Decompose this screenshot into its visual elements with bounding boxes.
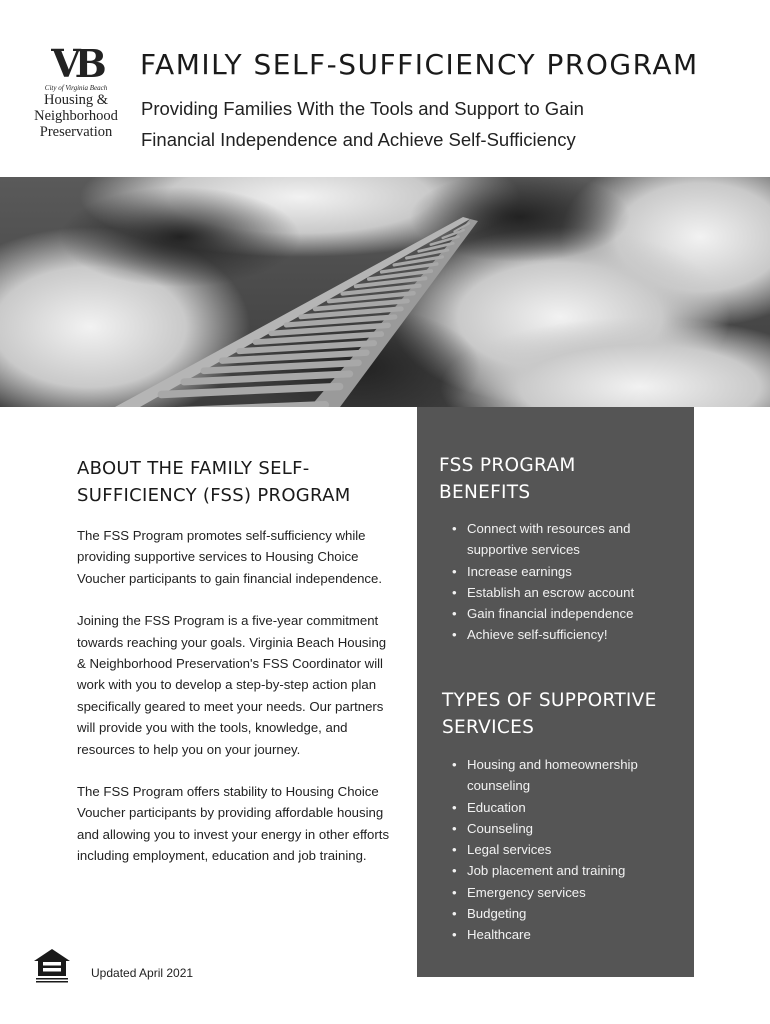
list-item — [452, 924, 687, 945]
benefits-heading-line-2: BENEFITS — [439, 482, 531, 503]
list-item — [452, 624, 687, 645]
bullet-icon: • — [452, 757, 457, 772]
services-heading — [442, 687, 682, 741]
list-item-text: Gain financial independence — [467, 606, 634, 622]
list-item-text: Healthcare — [467, 927, 531, 943]
sidebar-panel — [417, 407, 694, 977]
benefits-heading-line-1: FSS PROGRAM — [439, 455, 576, 476]
about-section — [77, 455, 392, 888]
bullet-icon: • — [452, 606, 457, 622]
list-item — [452, 582, 687, 603]
bullet-icon: • — [452, 627, 457, 643]
bullet-icon: • — [452, 584, 457, 600]
about-heading-line-1: ABOUT THE FAMILY SELF- — [77, 458, 310, 479]
list-item — [452, 518, 687, 561]
bullet-icon: • — [452, 863, 457, 879]
logo-name-line-3: Preservation — [39, 124, 113, 140]
bullet-icon: • — [452, 799, 457, 815]
updated-date: Updated April 2021 — [91, 966, 194, 980]
list-item — [452, 860, 687, 881]
logo-city-line: City of Virginia Beach — [44, 84, 108, 92]
services-heading-line-2: SERVICES — [442, 717, 535, 738]
subtitle-line-1: Providing Families With the Tools and Support to Gain — [141, 98, 584, 119]
benefits-list — [452, 518, 687, 646]
list-item — [452, 797, 687, 818]
about-heading — [77, 455, 392, 509]
bullet-icon: • — [452, 927, 457, 943]
page-subtitle — [141, 93, 584, 155]
about-heading-line-2: SUFFICIENCY (FSS) PROGRAM — [77, 485, 351, 506]
list-item-text: Emergency services — [467, 884, 586, 900]
bullet-icon: • — [452, 842, 457, 858]
organization-logo — [28, 41, 124, 140]
list-item-text: Establish an escrow account — [467, 584, 635, 600]
list-item — [452, 561, 687, 582]
list-item-text: Legal services — [467, 842, 552, 858]
services-list — [452, 754, 687, 946]
bullet-icon: • — [452, 521, 457, 536]
list-item — [452, 903, 687, 924]
bullet-icon: • — [452, 820, 457, 836]
about-paragraph-3: The FSS Program offers stability to Housing Choice Voucher participants by providing affordable housing and allowing you to invest your energy in other efforts including employment, education and job training. — [77, 784, 390, 864]
ladder-clouds-image — [0, 177, 770, 407]
list-item-text: Achieve self-sufficiency! — [467, 627, 608, 643]
page-title: FAMILY SELF-SUFFICIENCY PROGRAM — [140, 48, 699, 81]
about-paragraph-1: The FSS Program promotes self-sufficiency while providing supportive services to Housing Choice Voucher participants to gain financial independence. — [77, 528, 382, 586]
benefits-heading — [439, 452, 679, 506]
list-item-text: Job placement and training — [467, 863, 626, 879]
hero-image — [0, 177, 770, 407]
bullet-icon: • — [452, 563, 457, 579]
list-item-text: Housing and homeownership counseling — [467, 757, 638, 794]
about-paragraph-2: Joining the FSS Program is a five-year commitment towards reaching your goals. Virginia Beach Housing & Neighborhood Preservation's FSS Coordinator will work with you to develop a step-by-step action plan specifically geared to meet your needs. Our partners will provide you with the tools, knowledge, and resources to help you on your journey. — [77, 613, 387, 757]
list-item-text: Counseling — [467, 820, 533, 836]
list-item — [452, 754, 687, 797]
list-item — [452, 882, 687, 903]
list-item-text: Budgeting — [467, 906, 527, 922]
bullet-icon: • — [452, 906, 457, 922]
logo-monogram: VB — [51, 41, 101, 86]
logo-name-line-1: Housing & — [43, 92, 109, 108]
list-item-text: Connect with resources and supportive services — [467, 521, 631, 558]
services-heading-line-1: TYPES OF SUPPORTIVE — [442, 690, 657, 711]
list-item — [452, 839, 687, 860]
equal-housing-opportunity-icon — [32, 946, 72, 986]
list-item-text: Increase earnings — [467, 563, 572, 579]
list-item — [452, 603, 687, 624]
subtitle-line-2: Financial Independence and Achieve Self-Sufficiency — [141, 129, 576, 150]
list-item-text: Education — [467, 799, 526, 815]
list-item — [452, 818, 687, 839]
bullet-icon: • — [452, 884, 457, 900]
logo-name-line-2: Neighborhood — [34, 108, 118, 124]
